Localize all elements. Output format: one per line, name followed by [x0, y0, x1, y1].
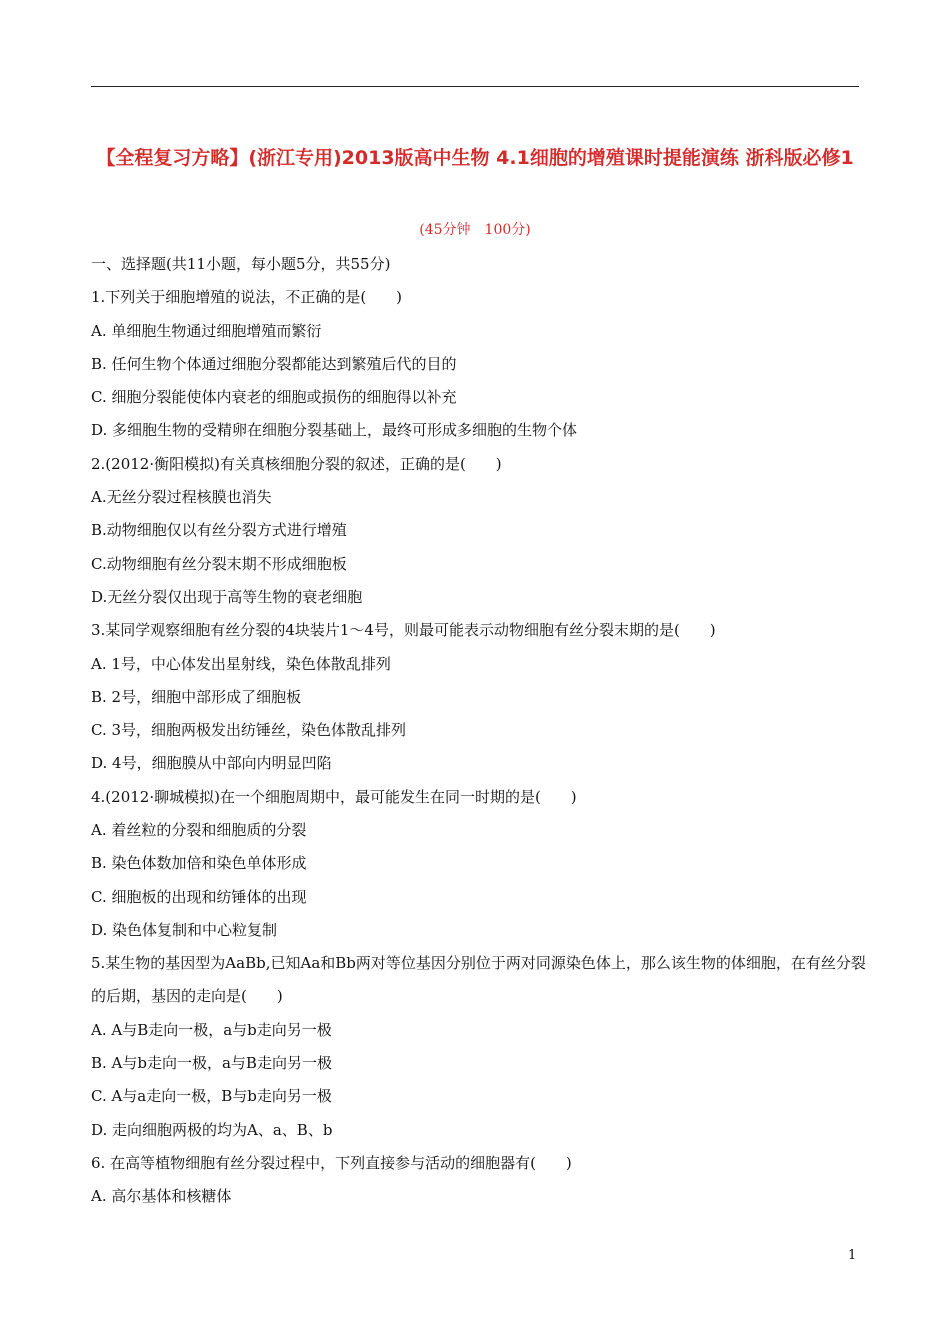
question-3-option-c: C. 3号，细胞两极发出纺锤丝，染色体散乱排列	[91, 721, 407, 740]
question-2-stem: 2.(2012·衡阳模拟)有关真核细胞分裂的叙述，正确的是( )	[91, 454, 502, 473]
header-rule	[91, 86, 859, 87]
document-body	[91, 254, 866, 1220]
question-4-option-a: A. 着丝粒的分裂和细胞质的分裂	[91, 821, 307, 840]
question-4-option-d: D. 染色体复制和中心粒复制	[91, 920, 278, 939]
question-6-option-a: A. 高尔基体和核糖体	[91, 1187, 232, 1206]
document-title: 【全程复习方略】(浙江专用)2013版高中生物 4.1细胞的增殖课时提能演练 浙科版必修1	[96, 147, 854, 169]
question-5-option-a: A. A与B走向一极，a与b走向另一极	[91, 1020, 332, 1039]
page-number: 1	[848, 1248, 857, 1263]
question-3-option-b: B. 2号，细胞中部形成了细胞板	[91, 687, 302, 706]
question-1-option-b: B. 任何生物个体通过细胞分裂都能达到繁殖后代的目的	[91, 354, 457, 373]
question-4-option-b: B. 染色体数加倍和染色单体形成	[91, 854, 307, 873]
question-5-option-b: B. A与b走向一极，a与B走向另一极	[91, 1054, 332, 1073]
question-2-option-a: A.无丝分裂过程核膜也消失	[91, 488, 272, 507]
question-2-option-d: D.无丝分裂仅出现于高等生物的衰老细胞	[91, 587, 363, 606]
question-3-option-a: A. 1号，中心体发出星射线，染色体散乱排列	[91, 654, 391, 673]
question-3-stem: 3.某同学观察细胞有丝分裂的4块装片1～4号，则最可能表示动物细胞有丝分裂末期的是( )	[91, 621, 716, 640]
question-5-stem: 5.某生物的基因型为AaBb,已知Aa和Bb两对等位基因分别位于两对同源染色体上，那么该生物的体细胞，在有丝分裂的后期，基因的走向是( )	[91, 953, 866, 1005]
question-1-option-c: C. 细胞分裂能使体内衰老的细胞或损伤的细胞得以补充	[91, 388, 457, 407]
document-subtitle: (45分钟 100分)	[419, 222, 531, 238]
section-heading: 一、选择题(共11小题，每小题5分，共55分)	[91, 255, 391, 273]
question-2-option-c: C.动物细胞有丝分裂末期不形成细胞板	[91, 554, 347, 573]
question-5-option-d: D. 走向细胞两极的均为A、a、B、b	[91, 1120, 333, 1139]
question-1-option-d: D. 多细胞生物的受精卵在细胞分裂基础上，最终可形成多细胞的生物个体	[91, 421, 578, 440]
question-1-option-a: A. 单细胞生物通过细胞增殖而繁衍	[91, 321, 322, 340]
question-4-option-c: C. 细胞板的出现和纺锤体的出现	[91, 887, 307, 906]
question-6-stem: 6. 在高等植物细胞有丝分裂过程中，下列直接参与活动的细胞器有( )	[91, 1154, 572, 1173]
question-2-option-b: B.动物细胞仅以有丝分裂方式进行增殖	[91, 521, 347, 540]
question-1-stem: 1.下列关于细胞增殖的说法，不正确的是( )	[91, 288, 403, 307]
question-5-option-c: C. A与a走向一极，B与b走向另一极	[91, 1087, 332, 1106]
question-4-stem: 4.(2012·聊城模拟)在一个细胞周期中，最可能发生在同一时期的是( )	[91, 787, 577, 806]
question-3-option-d: D. 4号，细胞膜从中部向内明显凹陷	[91, 754, 332, 773]
